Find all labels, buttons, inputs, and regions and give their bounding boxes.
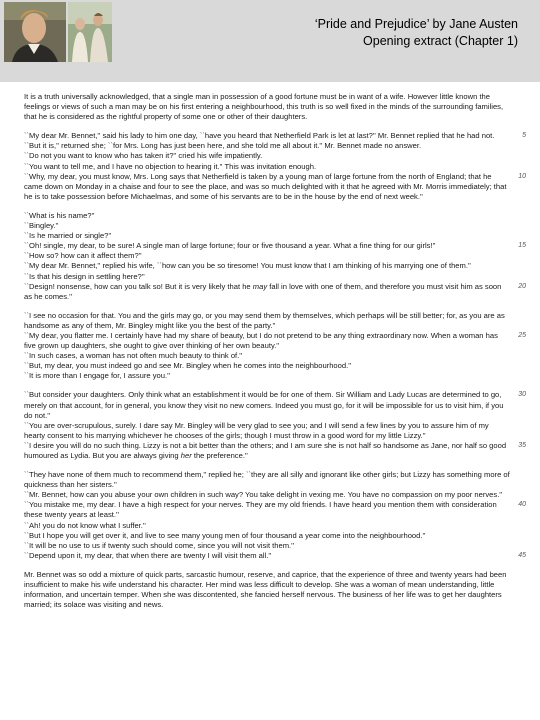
- line-text: ``Is that his design in settling here?'': [24, 271, 145, 281]
- text-line: [24, 361, 510, 371]
- text-line: [24, 281, 526, 302]
- line-number: 10: [518, 172, 526, 180]
- line-text: ``Do not you want to know who has taken it?'' cried his wife impatiently.: [24, 151, 263, 161]
- text-line: [24, 570, 510, 610]
- text-line: [24, 421, 510, 441]
- line-text: ``But consider your daughters. Only think what an establishment it would be for one of them. Sir William and Lady Lucas are determined to go, merely on that account, for in general, you know they visit no new comers. Indeed you must go, for it will be impossible for us to visit him, if you do not.'': [24, 390, 504, 420]
- line-text: ``Why, my dear, you must know, Mrs. Long says that Netherfield is taken by a young man of large fortune from the north of England; that he came down on Monday in a chaise and four to see the place, and was so much delighted with it that he agreed with Mr. Morris immediately; that he is to take possession before Michaelmas, and some of his servants are to be in the house by the end of next week.'': [24, 171, 507, 201]
- paragraph: [24, 92, 510, 122]
- line-text: ``My dear, you flatter me. I certainly have had my share of beauty, but I do not pretend to be any thing extraordinary now. When a woman has five grown up daughters, she ought to give over thinking of her own beauty.'': [24, 330, 498, 351]
- text-line: [24, 311, 510, 331]
- line-text: ``But, my dear, you must indeed go and see Mr. Bingley when he comes into the neighbourhood.'': [24, 361, 352, 371]
- text-line: [24, 251, 510, 261]
- text-line: [24, 351, 510, 361]
- line-text: ``Depend upon it, my dear, that when there are twenty I will visit them all.'': [24, 550, 272, 560]
- left-still-image: [4, 2, 66, 62]
- right-still-image: [68, 2, 112, 62]
- text-line: [24, 500, 526, 520]
- paragraph: [24, 131, 526, 202]
- text-line: [24, 440, 526, 461]
- line-number: 30: [518, 391, 526, 399]
- paragraph: [24, 470, 526, 561]
- paragraph: [24, 310, 526, 382]
- text-line: [24, 330, 526, 351]
- text-line: [24, 171, 526, 202]
- page-subtitle: Opening extract (Chapter 1): [363, 34, 518, 48]
- line-text: ``How so? how can it affect them?'': [24, 251, 142, 261]
- line-number: 5: [522, 132, 526, 140]
- line-text: ``My dear Mr. Bennet,'' said his lady to him one day, ``have you heard that Netherfield Park is let at last?'' Mr. Bennet replied that he had not.: [24, 131, 495, 141]
- line-text: ``Bingley.'': [24, 221, 59, 231]
- line-text: ``But it is,'' returned she; ``for Mrs. Long has just been here, and she told me all about it.'' Mr. Bennet made no answer.: [24, 141, 422, 151]
- text-line: [24, 211, 510, 221]
- line-text: Mr. Bennet was so odd a mixture of quick parts, sarcastic humour, reserve, and caprice, that the experience of three and twenty years had been insufficient to make his wife understand his character. Her mind was less difficult to develop. She was a woman of mean understanding, little information, and uncertain temper. When she was discontented, she fancied herself nervous. The business of her life was to get her daughters married; its solace was visiting and news.: [24, 569, 507, 610]
- text-line: [24, 531, 510, 541]
- text-line: [24, 541, 510, 551]
- line-number: 25: [518, 331, 526, 339]
- line-text: ``What is his name?'': [24, 210, 95, 220]
- text-line: [24, 470, 510, 490]
- line-number: 40: [518, 501, 526, 509]
- line-text: ``You want to tell me, and I have no objection to hearing it.'' This was invitation enough.: [24, 161, 317, 171]
- line-text: ``But I hope you will get over it, and live to see many young men of four thousand a year come into the neighbourhood.'': [24, 530, 426, 540]
- title-block: [315, 16, 518, 50]
- text-line: [24, 490, 510, 500]
- line-text: ``Is he married or single?'': [24, 231, 112, 241]
- line-text: ``You are over-scrupulous, surely. I dare say Mr. Bingley will be very glad to see you; and I will send a few lines by you to assure him of my hearty consent to his marrying whichever he chooses of the girls; though I must throw in a good word for my little Lizzy.'': [24, 420, 489, 440]
- text-line: [24, 550, 526, 561]
- line-text: ``Ah! you do not know what I suffer.'': [24, 520, 146, 530]
- line-number: 20: [518, 282, 526, 290]
- text-line: [24, 241, 526, 251]
- text-line: [24, 231, 510, 241]
- line-text: It is a truth universally acknowledged, that a single man in possession of a good fortune must be in want of a wife. However little known the feelings or views of such a man may be on his first entering a neighbourhood, this truth is so well fixed in the minds of the surrounding families, that he is considered as the rightful property of some one or other of their daughters.: [24, 92, 504, 122]
- text-line: [24, 371, 510, 381]
- line-number: 15: [518, 242, 526, 250]
- text-line: [24, 261, 510, 271]
- line-text: ``It will be no use to us if twenty such should come, since you will not visit them.'': [24, 540, 295, 550]
- line-text: ``Mr. Bennet, how can you abuse your own children in such way? You take delight in vexing me. You have no compassion on my poor nerves.'': [24, 490, 503, 500]
- line-text: ``I desire you will do no such thing. Lizzy is not a bit better than the others; and I am sure she is not half so handsome as Jane, nor half so good humoured as Lydia. But you are always giving her the preference.'': [24, 440, 507, 460]
- line-text: ``Design! nonsense, how can you talk so! But it is very likely that he may fall in love with one of them, and therefore you must visit him as soon as he comes.'': [24, 281, 502, 301]
- extract-text: [24, 92, 526, 619]
- line-text: ``It is more than I engage for, I assure you.'': [24, 371, 170, 381]
- text-line: [24, 162, 510, 172]
- text-line: [24, 92, 510, 122]
- line-text: ``You mistake me, my dear. I have a high respect for your nerves. They are my old friends. I have heard you mention them with consideration these twenty years at least.'': [24, 500, 497, 520]
- text-line: [24, 221, 510, 231]
- text-line: [24, 521, 510, 531]
- line-text: ``Oh! single, my dear, to be sure! A single man of large fortune; four or five thousand a year. What a fine thing for our girls!'': [24, 241, 436, 251]
- paragraph: [24, 210, 526, 302]
- header-band: [0, 0, 540, 82]
- paragraph: [24, 570, 510, 610]
- paragraph: [24, 390, 526, 461]
- line-text: ``In such cases, a woman has not often much beauty to think of.'': [24, 351, 243, 361]
- line-text: ``My dear Mr. Bennet,'' replied his wife, ``how can you be so tiresome! You must know that I am thinking of his marrying one of them.'': [24, 261, 471, 271]
- line-number: 45: [518, 551, 526, 559]
- page-title: ‘Pride and Prejudice’ by Jane Austen: [314, 17, 518, 31]
- line-number: 35: [518, 441, 526, 449]
- text-line: [24, 151, 510, 161]
- text-line: [24, 272, 510, 282]
- text-line: [24, 390, 526, 420]
- text-line: [24, 141, 510, 151]
- text-line: [24, 131, 526, 141]
- line-text: ``I see no occasion for that. You and the girls may go, or you may send them by themselves, which perhaps will be still better; for, as you are as handsome as any of them, Mr. Bingley might like you the best of the party.'': [24, 310, 505, 330]
- line-text: ``They have none of them much to recommend them,'' replied he; ``they are all silly and ignorant like other girls; but Lizzy has something more of quickness than her sisters.'': [24, 470, 510, 490]
